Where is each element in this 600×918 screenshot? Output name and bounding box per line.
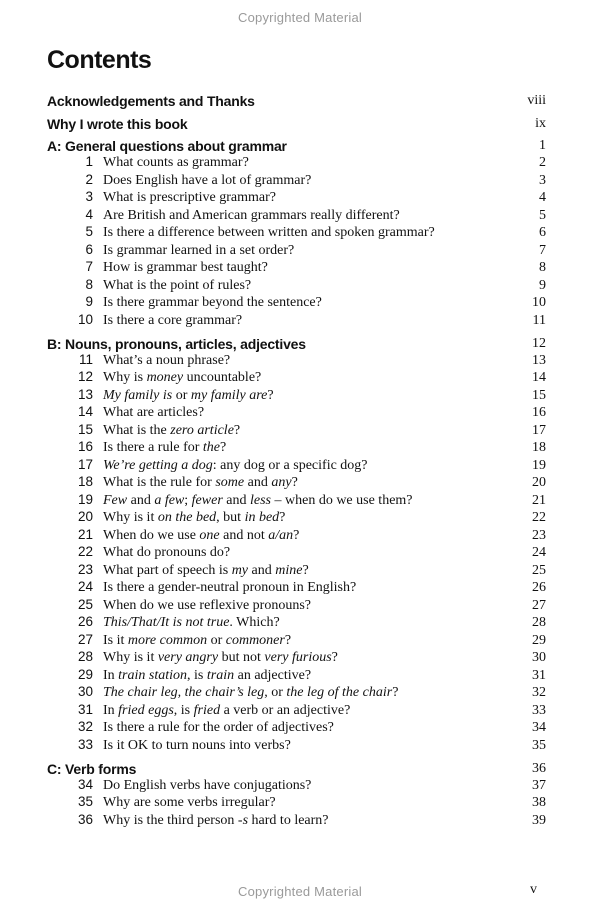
italic-term: very angry bbox=[157, 650, 219, 665]
toc-section bbox=[47, 329, 546, 352]
question-text bbox=[103, 685, 496, 701]
toc-item bbox=[47, 172, 546, 190]
question-number: 4 bbox=[85, 206, 93, 222]
page-ref: 15 bbox=[532, 387, 546, 403]
question-number: 7 bbox=[85, 259, 93, 274]
page-ref: 17 bbox=[532, 422, 546, 438]
text-fragment: In bbox=[103, 702, 119, 718]
italic-term: fried eggs bbox=[118, 702, 174, 718]
page-ref: 18 bbox=[532, 440, 546, 455]
question-text bbox=[103, 475, 496, 491]
italic-term: my family are bbox=[190, 387, 268, 403]
toc-item bbox=[47, 404, 546, 422]
question-text: What are articles? bbox=[103, 405, 205, 420]
toc-item bbox=[47, 294, 546, 312]
italic-term: fried bbox=[193, 702, 221, 718]
question-text bbox=[103, 458, 496, 474]
text-fragment: , but bbox=[216, 510, 245, 525]
page-ref: 30 bbox=[532, 650, 546, 665]
question-number: 25 bbox=[77, 596, 93, 612]
toc-item bbox=[47, 422, 546, 440]
question-number: 35 bbox=[77, 794, 93, 809]
text-fragment: and bbox=[244, 475, 272, 490]
italic-term: one bbox=[199, 527, 220, 543]
text-fragment: and bbox=[127, 492, 155, 508]
copyright-watermark-bottom: Copyrighted Material bbox=[238, 884, 362, 899]
text-fragment: ? bbox=[233, 422, 241, 438]
question-number: 17 bbox=[77, 456, 93, 472]
toc-item bbox=[47, 777, 546, 795]
question-text: Are British and American grammars really different? bbox=[103, 207, 400, 223]
toc-item bbox=[47, 579, 546, 597]
copyright-watermark-top: Copyrighted Material bbox=[238, 10, 362, 25]
question-number: 8 bbox=[85, 276, 93, 292]
text-fragment: , is bbox=[173, 702, 194, 718]
italic-term: some bbox=[215, 475, 245, 490]
italic-term: the leg of the chair bbox=[286, 685, 393, 700]
page-ref: 27 bbox=[532, 597, 546, 613]
toc-section bbox=[47, 89, 546, 109]
text-fragment: Why is it bbox=[103, 510, 158, 525]
question-number: 2 bbox=[85, 171, 93, 187]
text-fragment: ? bbox=[331, 650, 338, 665]
text-fragment: ? bbox=[291, 475, 298, 490]
table-of-contents bbox=[47, 89, 546, 829]
text-fragment: hard to learn? bbox=[248, 812, 329, 828]
question-text bbox=[103, 370, 496, 386]
page-ref: 1 bbox=[539, 138, 546, 153]
toc-item bbox=[47, 649, 546, 667]
italic-term: on the bed bbox=[157, 510, 217, 525]
italic-term: the bbox=[202, 440, 221, 455]
question-text bbox=[103, 510, 496, 526]
page-ref: 24 bbox=[532, 545, 546, 560]
question-number: 27 bbox=[77, 631, 93, 647]
question-text: Is grammar learned in a set order? bbox=[103, 242, 295, 258]
question-text bbox=[103, 633, 496, 649]
toc-item bbox=[47, 369, 546, 387]
italic-term: less bbox=[250, 492, 271, 508]
question-number: 21 bbox=[77, 526, 93, 542]
question-number: 3 bbox=[85, 189, 93, 204]
italic-term: a/an bbox=[268, 527, 294, 543]
text-fragment: Is it bbox=[103, 632, 128, 648]
text-fragment: a verb or an adjective? bbox=[220, 702, 351, 718]
text-fragment: When do we use bbox=[103, 527, 200, 543]
toc-item bbox=[47, 812, 546, 830]
section-title: Why I wrote this book bbox=[47, 115, 188, 132]
question-text: Is there a core grammar? bbox=[103, 312, 243, 328]
page-ref: 3 bbox=[539, 172, 546, 188]
text-fragment: and bbox=[222, 492, 250, 508]
question-number: 22 bbox=[77, 544, 93, 559]
question-number: 26 bbox=[77, 614, 93, 629]
toc-item bbox=[47, 207, 546, 225]
question-text: Is there a difference between written and spoken grammar? bbox=[103, 225, 435, 240]
toc-section bbox=[47, 132, 546, 155]
question-text: What do pronouns do? bbox=[103, 545, 231, 560]
italic-term: a few bbox=[154, 492, 185, 508]
text-fragment: , or bbox=[264, 685, 287, 700]
text-fragment: ; bbox=[184, 492, 192, 508]
page-number: v bbox=[530, 882, 537, 897]
question-number: 1 bbox=[85, 154, 93, 169]
text-fragment: ? bbox=[293, 527, 300, 543]
question-number: 14 bbox=[77, 404, 93, 419]
question-text bbox=[103, 528, 496, 544]
section-title: Acknowledgements and Thanks bbox=[47, 93, 255, 109]
italic-term: My family is bbox=[103, 387, 173, 403]
section-title: C: Verb forms bbox=[47, 760, 137, 777]
text-fragment: – when do we use them? bbox=[271, 492, 413, 508]
toc-item bbox=[47, 509, 546, 527]
question-number: 23 bbox=[77, 561, 93, 577]
question-text: Is there grammar beyond the sentence? bbox=[103, 295, 322, 310]
text-fragment: and bbox=[248, 562, 276, 578]
text-fragment: ? bbox=[392, 685, 399, 700]
italic-term: The chair leg, the chair’s leg bbox=[103, 685, 265, 700]
toc-item bbox=[47, 544, 546, 562]
page-ref: 9 bbox=[539, 277, 546, 293]
question-number: 29 bbox=[77, 666, 93, 682]
question-text: Is there a gender-neutral pronoun in English? bbox=[103, 580, 357, 595]
toc-item bbox=[47, 492, 546, 510]
toc-item bbox=[47, 614, 546, 632]
question-text: How is grammar best taught? bbox=[103, 260, 268, 275]
text-fragment: but not bbox=[218, 650, 265, 665]
question-text bbox=[103, 388, 496, 404]
toc-item bbox=[47, 224, 546, 242]
section-title: A: General questions about grammar bbox=[47, 138, 287, 154]
page-ref: 38 bbox=[532, 795, 546, 810]
toc-item bbox=[47, 684, 546, 702]
page-ref: 39 bbox=[532, 812, 546, 828]
toc-item bbox=[47, 719, 546, 737]
page-ref: 22 bbox=[532, 510, 546, 525]
page-title: Contents bbox=[47, 46, 152, 74]
page-ref: 28 bbox=[532, 615, 546, 630]
question-number: 15 bbox=[77, 421, 93, 437]
text-fragment: ? bbox=[284, 632, 292, 648]
text-fragment: or bbox=[172, 387, 191, 403]
toc-item bbox=[47, 154, 546, 172]
italic-term: more common bbox=[127, 632, 208, 648]
italic-term: zero article bbox=[170, 422, 234, 438]
question-number: 18 bbox=[77, 474, 93, 489]
page-ref: 7 bbox=[539, 242, 546, 258]
question-number: 6 bbox=[85, 241, 93, 257]
text-fragment: Why is it bbox=[103, 650, 158, 665]
page-ref: 10 bbox=[532, 295, 546, 310]
italic-term: mine bbox=[275, 562, 303, 578]
italic-term: my bbox=[231, 562, 249, 578]
page-ref: 8 bbox=[539, 260, 546, 275]
question-number: 12 bbox=[77, 369, 93, 384]
toc-item bbox=[47, 259, 546, 277]
page-ref: ix bbox=[535, 115, 546, 131]
text-fragment: Is there a rule for bbox=[103, 440, 203, 455]
text-fragment: and not bbox=[219, 527, 269, 543]
page-ref: 36 bbox=[532, 760, 546, 776]
page-ref: 5 bbox=[539, 207, 546, 223]
toc-item bbox=[47, 242, 546, 260]
page-ref: 32 bbox=[532, 685, 546, 700]
question-text: When do we use reflexive pronouns? bbox=[103, 597, 311, 613]
question-number: 28 bbox=[77, 649, 93, 664]
toc-item bbox=[47, 457, 546, 475]
question-text bbox=[103, 703, 496, 719]
text-fragment: an adjective? bbox=[234, 667, 312, 683]
question-text: Why are some verbs irregular? bbox=[103, 795, 276, 810]
question-text: What’s a noun phrase? bbox=[103, 352, 231, 368]
question-number: 16 bbox=[77, 439, 93, 454]
toc-item bbox=[47, 189, 546, 207]
toc-item bbox=[47, 312, 546, 330]
question-text: What is prescriptive grammar? bbox=[103, 190, 276, 205]
question-text bbox=[103, 563, 496, 579]
italic-term: This/That/It is not true bbox=[103, 615, 230, 630]
page-ref: 35 bbox=[532, 737, 546, 753]
italic-term: commoner bbox=[225, 632, 285, 648]
question-number: 31 bbox=[77, 701, 93, 717]
question-text: Is there a rule for the order of adjectives? bbox=[103, 720, 334, 735]
page-ref: 6 bbox=[539, 225, 546, 240]
text-fragment: In bbox=[103, 667, 119, 683]
text-fragment: ? bbox=[279, 510, 286, 525]
question-text bbox=[103, 423, 496, 439]
page-ref: 31 bbox=[532, 667, 546, 683]
question-number: 19 bbox=[77, 491, 93, 507]
text-fragment: . Which? bbox=[229, 615, 280, 630]
italic-term: train station bbox=[118, 667, 188, 683]
question-text bbox=[103, 813, 496, 829]
text-fragment: ? bbox=[267, 387, 274, 403]
text-fragment: Why is bbox=[103, 370, 147, 385]
question-number: 34 bbox=[77, 776, 93, 792]
text-fragment: , is bbox=[187, 667, 207, 683]
page-ref: 12 bbox=[532, 335, 546, 351]
italic-term: very furious bbox=[264, 650, 332, 665]
question-text: Does English have a lot of grammar? bbox=[103, 172, 312, 188]
toc-item bbox=[47, 387, 546, 405]
toc-item bbox=[47, 277, 546, 295]
text-fragment: ? bbox=[302, 562, 309, 578]
question-text bbox=[103, 668, 496, 684]
question-number: 13 bbox=[77, 386, 93, 402]
question-number: 30 bbox=[77, 684, 93, 699]
toc-item bbox=[47, 794, 546, 812]
italic-term: in bed bbox=[244, 510, 280, 525]
question-text bbox=[103, 615, 496, 631]
toc-item bbox=[47, 667, 546, 685]
text-fragment: ? bbox=[220, 440, 227, 455]
italic-term: money bbox=[146, 370, 184, 385]
page-ref: 16 bbox=[532, 405, 546, 420]
toc-item bbox=[47, 597, 546, 615]
text-fragment: : any dog or a specific dog? bbox=[212, 457, 368, 473]
question-number: 24 bbox=[77, 579, 93, 594]
question-number: 9 bbox=[85, 294, 93, 309]
page-ref: 23 bbox=[532, 527, 546, 543]
page-ref: 26 bbox=[532, 580, 546, 595]
question-number: 36 bbox=[77, 811, 93, 827]
italic-term: fewer bbox=[191, 492, 223, 508]
page-ref: 14 bbox=[532, 370, 546, 385]
question-text: What is the point of rules? bbox=[103, 277, 252, 293]
question-text: What counts as grammar? bbox=[103, 155, 249, 170]
italic-term: Few bbox=[103, 492, 128, 508]
toc-item bbox=[47, 439, 546, 457]
italic-term: -s bbox=[237, 812, 249, 828]
toc-section bbox=[47, 109, 546, 132]
text-fragment: What is the bbox=[103, 422, 171, 438]
question-text: Is it OK to turn nouns into verbs? bbox=[103, 737, 291, 753]
toc-item bbox=[47, 352, 546, 370]
italic-term: train bbox=[206, 667, 235, 683]
page-ref: 33 bbox=[532, 702, 546, 718]
question-number: 20 bbox=[77, 509, 93, 524]
page-ref: 2 bbox=[539, 155, 546, 170]
question-text bbox=[103, 440, 496, 456]
page-ref: 29 bbox=[532, 632, 546, 648]
question-number: 10 bbox=[77, 311, 93, 327]
page-ref: 34 bbox=[532, 720, 546, 735]
page-ref: 37 bbox=[532, 777, 546, 793]
italic-term: any bbox=[271, 475, 292, 490]
page-ref: 11 bbox=[532, 312, 546, 328]
toc-item bbox=[47, 474, 546, 492]
question-text bbox=[103, 493, 496, 509]
toc-item bbox=[47, 702, 546, 720]
italic-term: We’re getting a dog bbox=[103, 457, 213, 473]
page-ref: 25 bbox=[532, 562, 546, 578]
page-ref: viii bbox=[527, 93, 546, 108]
page-ref: 13 bbox=[532, 352, 546, 368]
question-number: 5 bbox=[85, 224, 93, 239]
page-ref: 20 bbox=[532, 475, 546, 490]
text-fragment: What is the rule for bbox=[103, 475, 216, 490]
question-text: Do English verbs have conjugations? bbox=[103, 777, 312, 793]
text-fragment: What part of speech is bbox=[103, 562, 232, 578]
question-text bbox=[103, 650, 496, 666]
text-fragment: Why is the third person bbox=[103, 812, 238, 828]
text-fragment: uncountable? bbox=[183, 370, 262, 385]
text-fragment: or bbox=[207, 632, 226, 648]
question-number: 33 bbox=[77, 736, 93, 752]
toc-section bbox=[47, 754, 546, 777]
page-ref: 4 bbox=[539, 190, 546, 205]
toc-item bbox=[47, 632, 546, 650]
question-number: 32 bbox=[77, 719, 93, 734]
toc-item bbox=[47, 737, 546, 755]
question-number: 11 bbox=[78, 351, 93, 367]
page-ref: 19 bbox=[532, 457, 546, 473]
toc-item bbox=[47, 527, 546, 545]
page-ref: 21 bbox=[532, 492, 546, 508]
toc-item bbox=[47, 562, 546, 580]
section-title: B: Nouns, pronouns, articles, adjectives bbox=[47, 335, 306, 352]
